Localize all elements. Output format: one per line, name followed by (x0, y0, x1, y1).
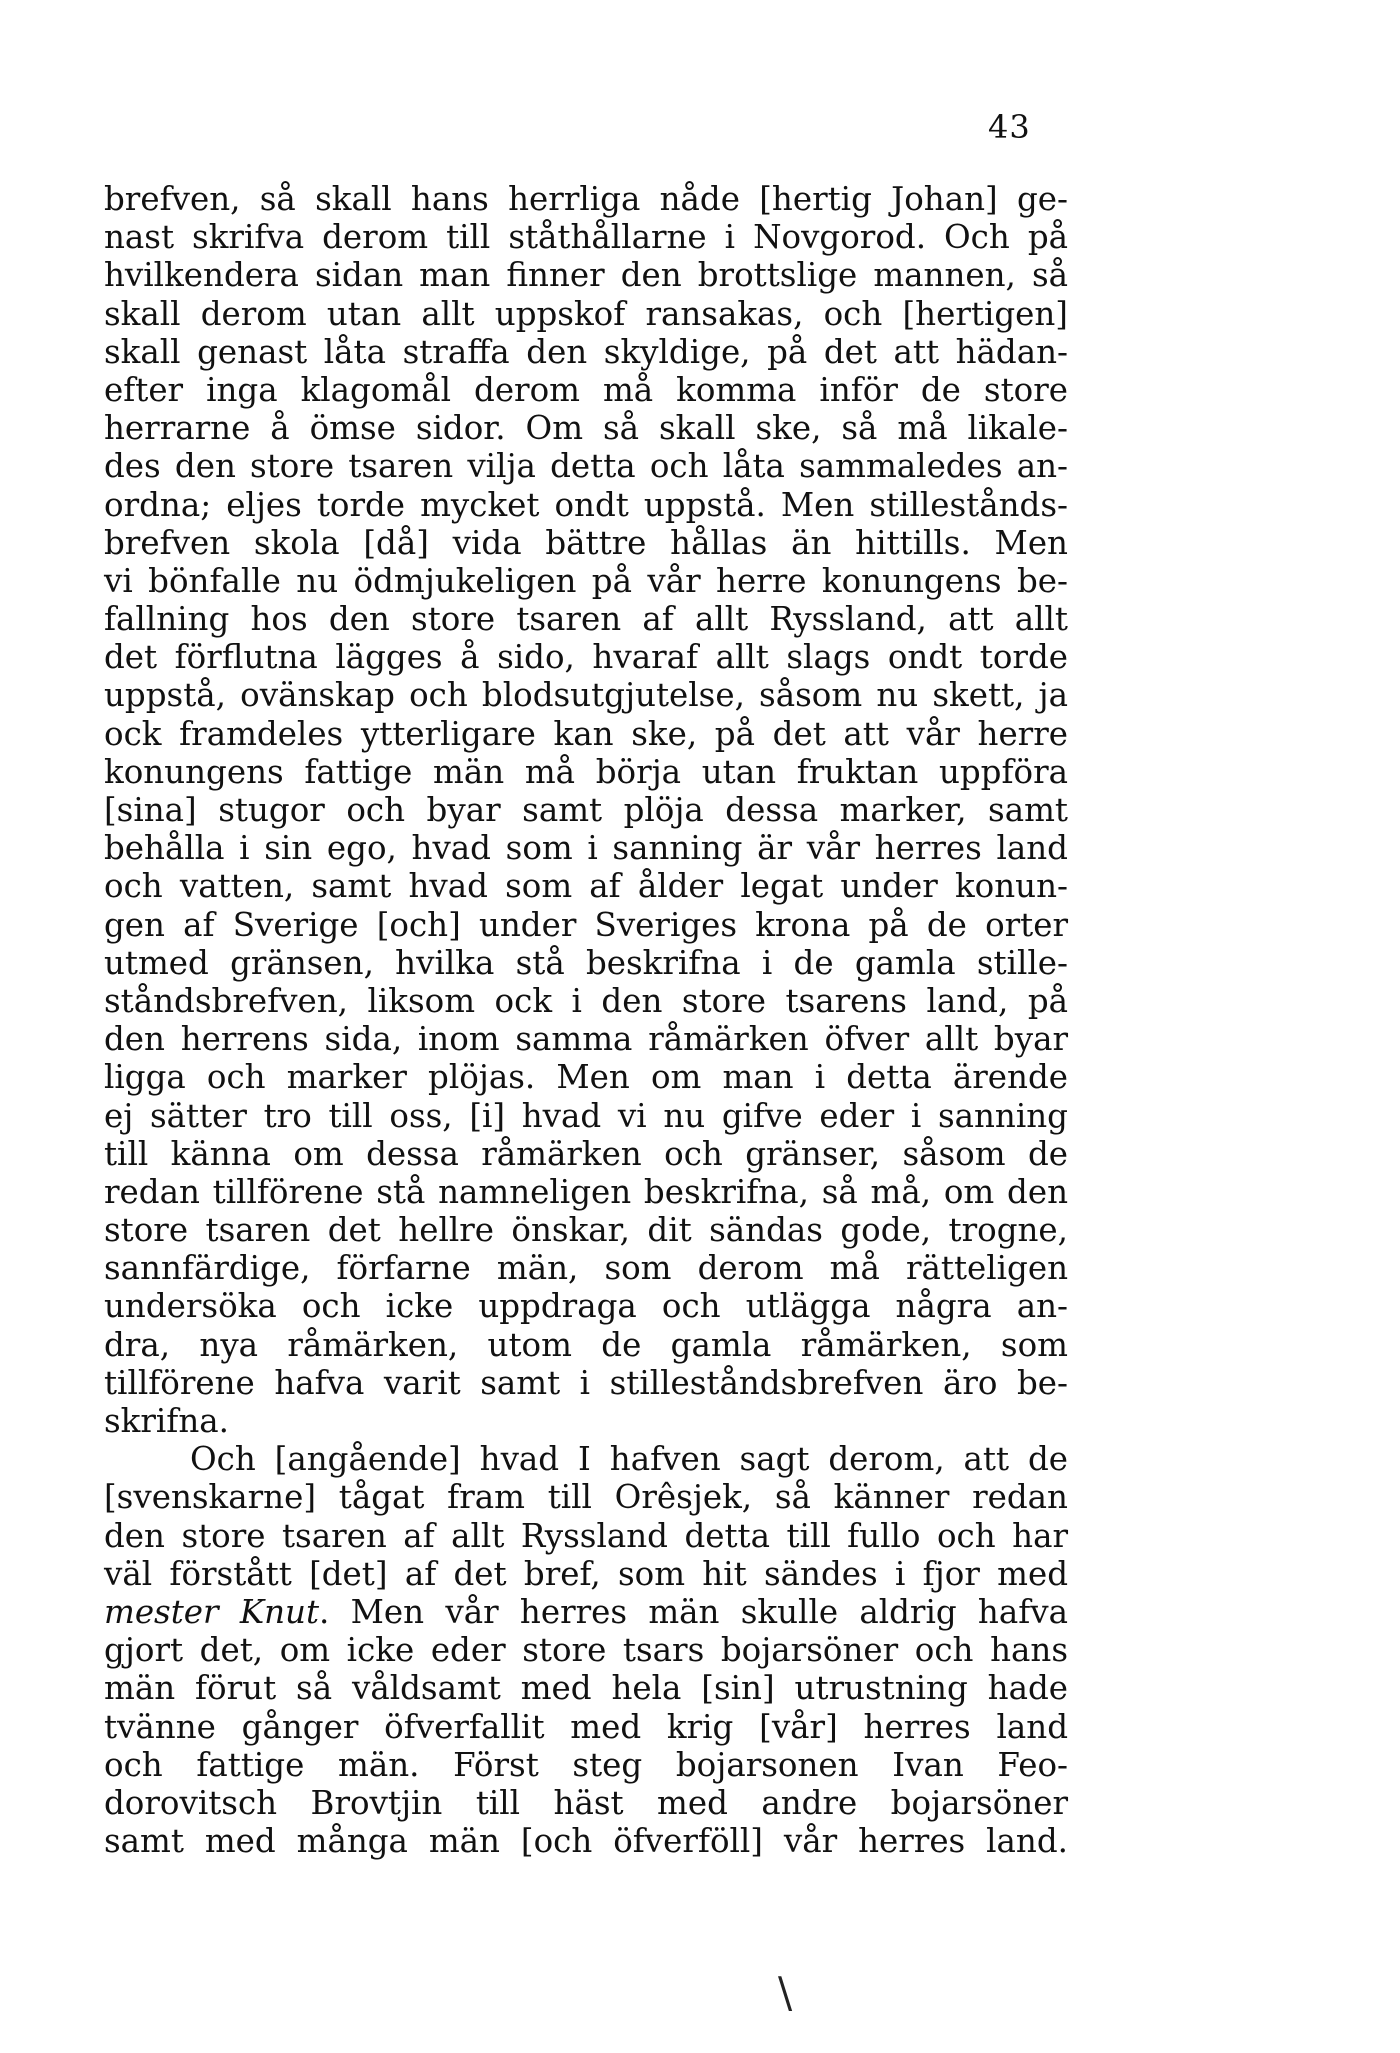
text-line: undersöka och icke uppdraga och utlägga några an- (104, 1287, 1068, 1326)
text-line: [svenskarne] tågat fram till Orêsjek, så känner redan (104, 1478, 1068, 1517)
text-line: den herrens sida, inom samma råmärken öfver allt byar (104, 1020, 1068, 1059)
text-line: brefven, så skall hans herrliga nåde [hertig Johan] ge- (104, 180, 1068, 218)
body-text (104, 180, 1068, 1860)
paragraph-2 (104, 1440, 1068, 1860)
text-line: des den store tsaren vilja detta och låta sammaledes an- (104, 447, 1068, 486)
text-line: gen af Sverige [och] under Sveriges krona på de orter (104, 905, 1068, 944)
text-line: det förflutna lägges å sido, hvaraf allt slags ondt torde (104, 638, 1068, 677)
text-line: nast skrifva derom till ståthållarne i Novgorod. Och på (104, 218, 1068, 257)
text-line: sannfärdige, förfarne män, som derom må rätteligen (104, 1249, 1068, 1288)
text-line: vi bönfalle nu ödmjukeligen på vår herre konungens be- (104, 561, 1068, 600)
text-line: ståndsbrefven, liksom ock i den store tsarens land, på (104, 981, 1068, 1020)
text-line: ock framdeles ytterligare kan ske, på det att vår herre (104, 714, 1068, 753)
text-line: mester Knut. Men vår herres män skulle aldrig hafva (104, 1592, 1069, 1631)
text-line: efter inga klagomål derom må komma inför de store (104, 370, 1068, 409)
text-line: behålla i sin ego, hvad som i sanning är vår herres land (104, 829, 1068, 868)
text-line: till känna om dessa råmärken och gränser, såsom de (104, 1134, 1068, 1173)
text-line: dorovitsch Brovtjin till häst med andre bojarsöner (104, 1783, 1068, 1822)
text-line: uppstå, ovänskap och blodsutgjutelse, såsom nu skett, ja (104, 676, 1068, 715)
text-line: den store tsaren af allt Ryssland detta till fullo och har (104, 1516, 1068, 1555)
text-line: skall genast låta straffa den skyldige, på det att hädan- (104, 332, 1068, 371)
text-line: män förut så våldsamt med hela [sin] utrustning hade (104, 1669, 1068, 1708)
text-line: utmed gränsen, hvilka stå beskrifna i de gamla stille- (104, 943, 1068, 982)
paragraph-1 (104, 180, 1068, 1440)
text-line: ordna; eljes torde mycket ondt uppstå. Men stillestånds- (104, 485, 1068, 524)
text-line: fallning hos den store tsaren af allt Ryssland, att allt (104, 600, 1068, 639)
text-line: redan tillförene stå namneligen beskrifna, så må, om den (104, 1172, 1068, 1211)
text-line: konungens fattige män må börja utan fruktan uppföra (104, 752, 1068, 791)
text-line: och fattige män. Först steg bojarsonen Ivan Feo- (104, 1745, 1068, 1784)
page-number: 43 (988, 108, 1031, 146)
text-line: skrifna. (104, 1402, 229, 1440)
text-line: hvilkendera sidan man finner den brottslige mannen, så (104, 256, 1068, 295)
text-line: samt med många män [och öfverföll] vår herres land. (104, 1822, 1068, 1861)
text-line: ligga och marker plöjas. Men om man i detta ärende (104, 1058, 1068, 1097)
text-line: ej sätter tro till oss, [i] hvad vi nu gifve eder i sanning (104, 1096, 1068, 1135)
text-line: herrarne å ömse sidor. Om så skall ske, så må likale- (104, 409, 1068, 448)
text-line: väl förstått [det] af det bref, som hit sändes i fjor med (104, 1554, 1068, 1593)
italic-name: mester Knut (104, 1592, 320, 1631)
text-line: store tsaren det hellre önskar, dit sändas gode, trogne, (104, 1211, 1068, 1250)
text-line: och vatten, samt hvad som af ålder legat under konun- (104, 867, 1068, 906)
text-line: Och [angående] hvad I hafven sagt derom, att de (190, 1440, 1068, 1479)
text-line: gjort det, om icke eder store tsars bojarsöner och hans (104, 1631, 1068, 1670)
text-line: tvänne gånger öfverfallit med krig [vår] herres land (104, 1707, 1068, 1746)
text-line: [sina] stugor och byar samt plöja dessa marker, samt (104, 791, 1068, 829)
stray-mark: \ (778, 1968, 793, 2017)
text-line: dra, nya råmärken, utom de gamla råmärken, som (104, 1325, 1068, 1364)
text-line: skall derom utan allt uppskof ransakas, och [hertigen] (104, 294, 1068, 333)
text-line: brefven skola [då] vida bättre hållas än hittills. Men (104, 523, 1068, 562)
text-line: tillförene hafva varit samt i stilleståndsbrefven äro be- (104, 1363, 1068, 1402)
